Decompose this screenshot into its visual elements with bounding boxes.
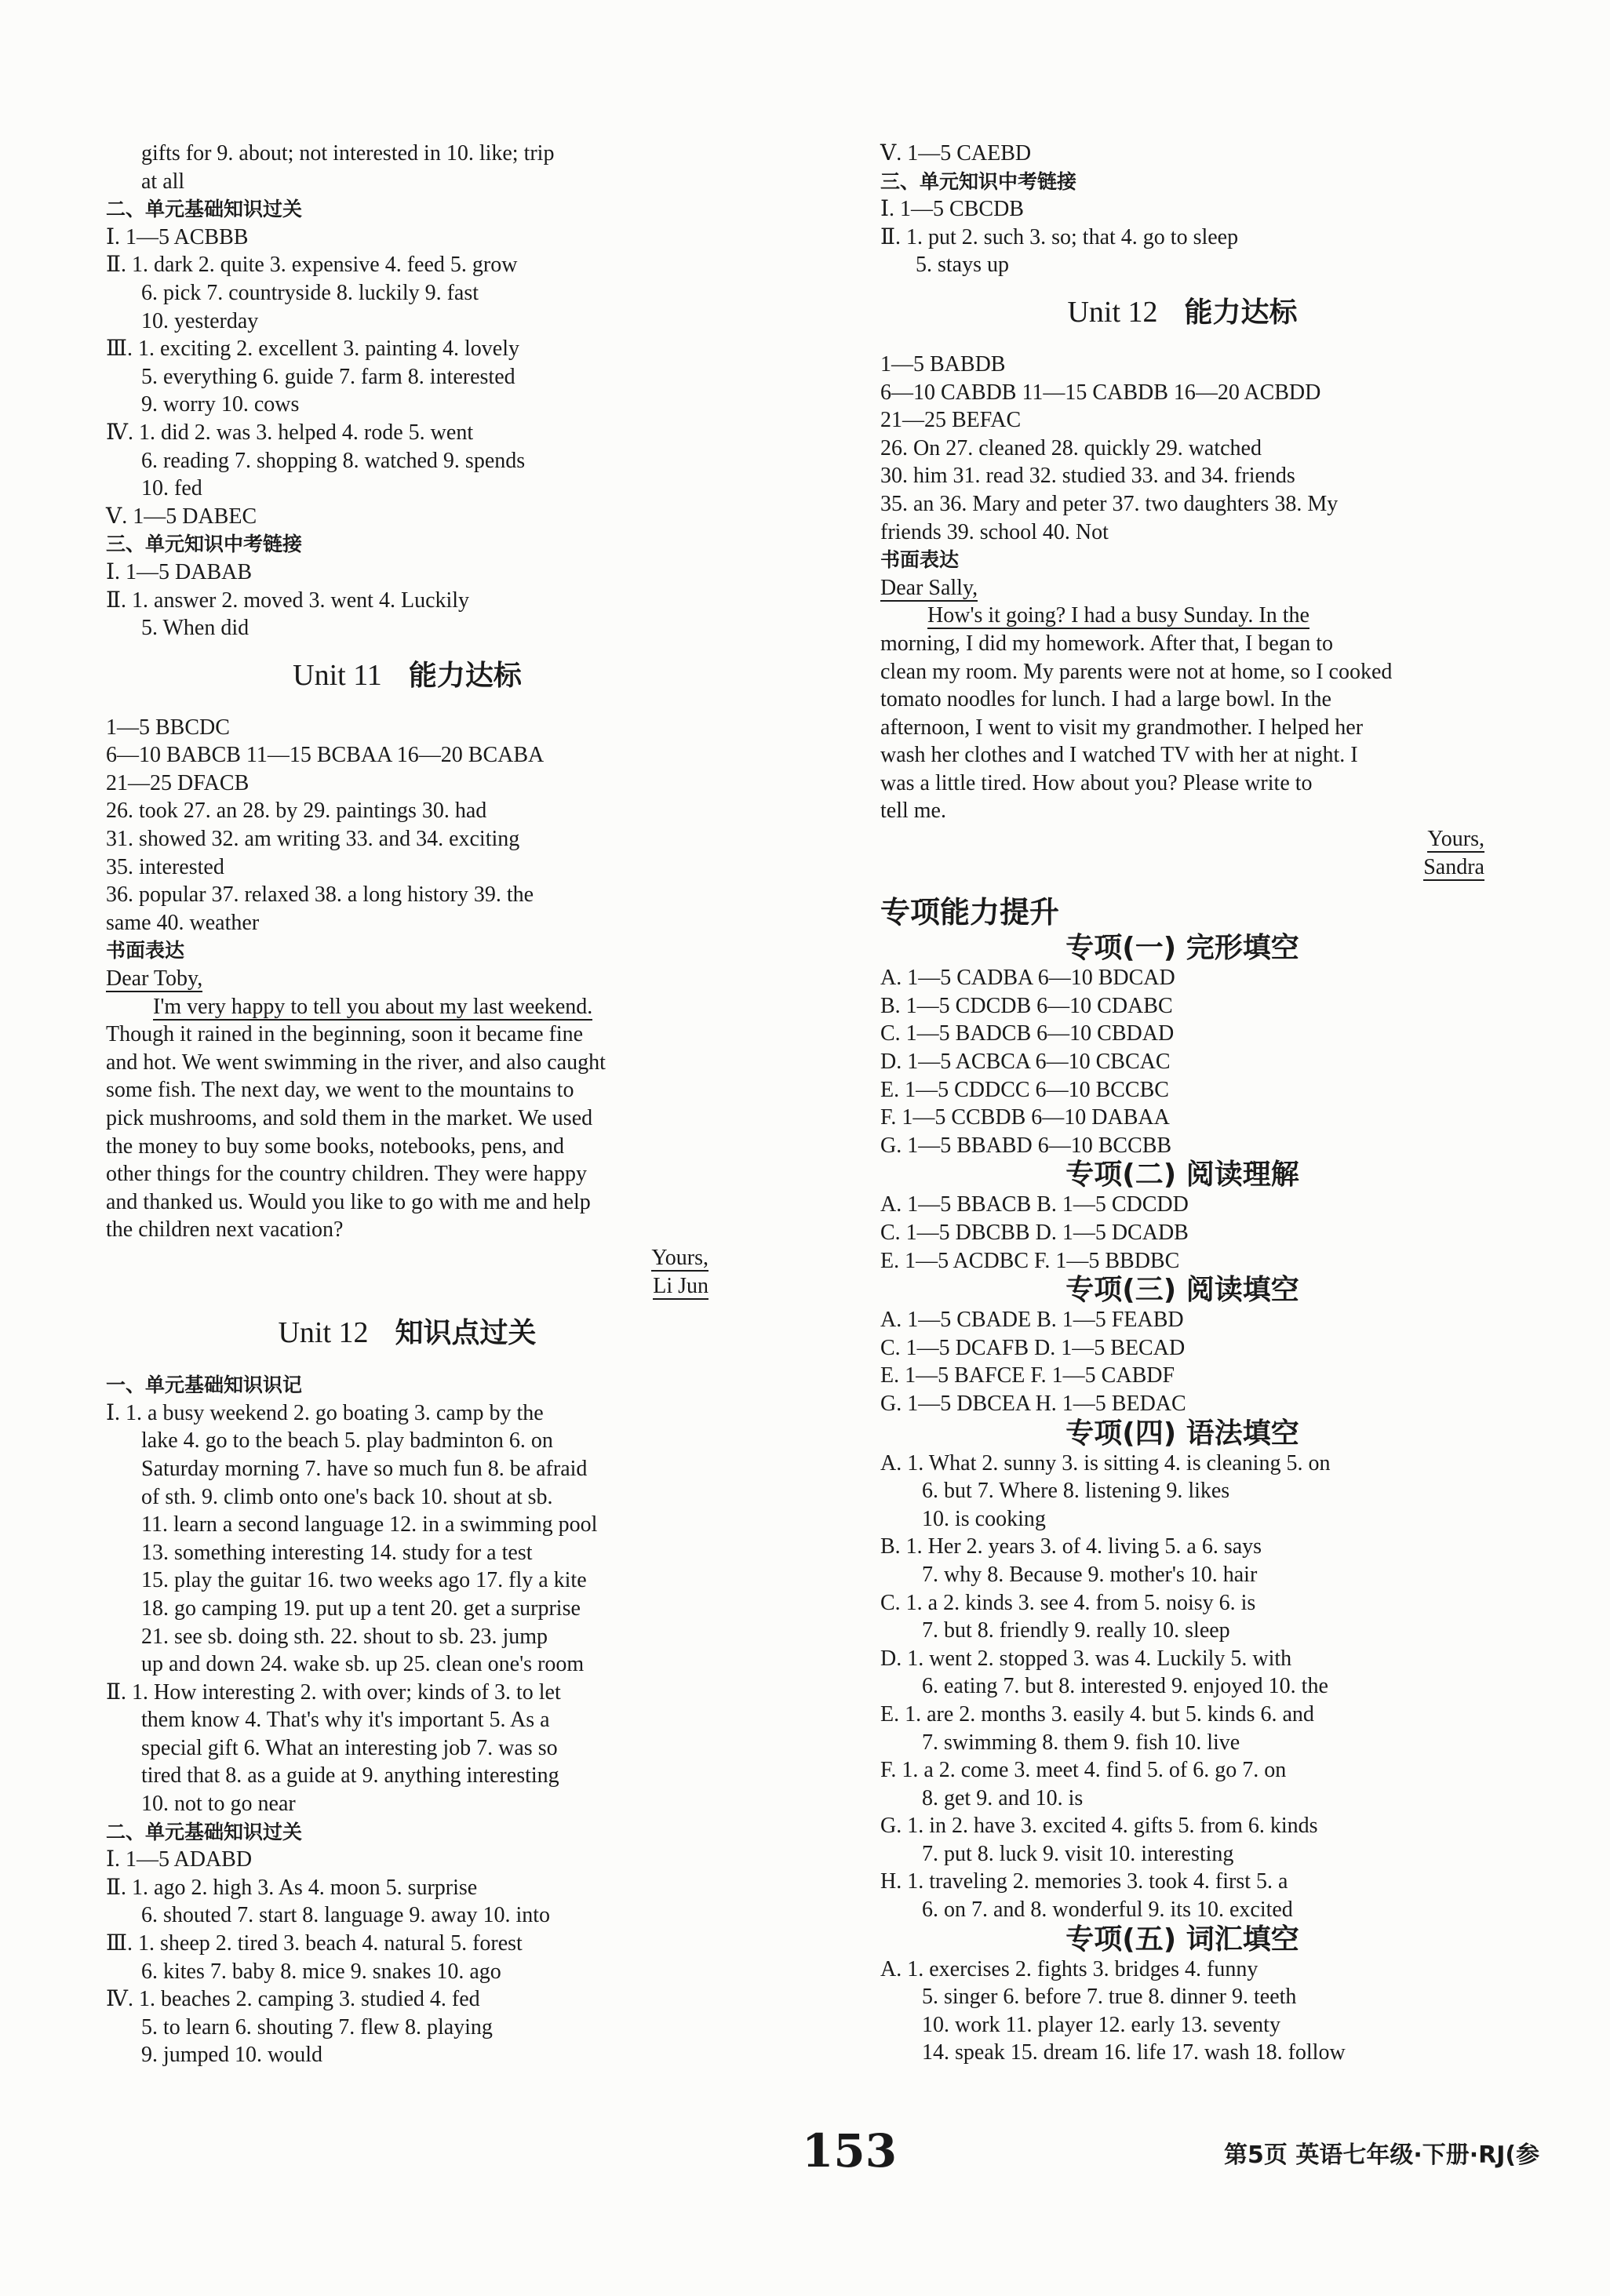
answer-line: Ⅳ. 1. beaches 2. camping 3. studied 4. fed <box>106 1987 480 2012</box>
answer-line: 13. something interesting 14. study for a test <box>141 1540 533 1565</box>
answer-line: 36. popular 37. relaxed 38. a long history 39. the <box>106 882 534 908</box>
answer-line: of sth. 9. climb onto one's back 10. shout at sb. <box>141 1484 553 1509</box>
answer-line: at all <box>141 169 185 194</box>
answer-line: the children next vacation? <box>106 1217 344 1243</box>
answer-line: Ⅲ. 1. sheep 2. tired 3. beach 4. natural 5. forest <box>106 1931 523 1956</box>
section-heading: 一、单元基础知识识记 <box>106 1374 303 1397</box>
answer-line: 31. showed 32. am writing 33. and 34. exciting <box>106 827 520 852</box>
answer-line: Ⅱ. 1. put 2. such 3. so; that 4. go to sleep <box>880 224 1239 249</box>
answer-line: 8. get 9. and 10. is <box>922 1785 1084 1810</box>
special-subheading: 专项(二) 阅读理解 <box>1065 1159 1299 1192</box>
answer-line: E. 1—5 ACDBC F. 1—5 BBDBC <box>880 1248 1180 1273</box>
unit-title: Unit 12 <box>1067 295 1158 329</box>
answer-line <box>880 825 1484 853</box>
special-heading: 专项能力提升 <box>880 895 1060 930</box>
answer-line: B. 1—5 CDCDB 6—10 CDABC <box>880 993 1173 1018</box>
answer-line: special gift 6. What an interesting job 7. was so <box>141 1735 558 1760</box>
underlined-text: Dear Sally, <box>880 575 978 600</box>
answer-line: some fish. The next day, we went to the mountains to <box>106 1078 574 1103</box>
unit-heading <box>106 655 708 697</box>
answer-line: G. 1—5 DBCEA H. 1—5 BEDAC <box>880 1391 1186 1416</box>
answer-line: A. 1—5 CBADE B. 1—5 FEABD <box>880 1308 1184 1333</box>
answer-line: Though it rained in the beginning, soon it became fine <box>106 1022 584 1047</box>
answer-line: 6—10 CABDB 11—15 CABDB 16—20 ACBDD <box>880 380 1321 405</box>
answer-line: was a little tired. How about you? Please write to <box>880 770 1313 795</box>
answer-line: the money to buy some books, notebooks, pens, and <box>106 1133 565 1159</box>
answer-line: 1—5 BABDB <box>880 351 1006 377</box>
answer-line: Ⅰ. 1—5 ACBBB <box>106 224 249 249</box>
section-heading: 二、单元基础知识过关 <box>106 198 303 221</box>
answer-line: 26. took 27. an 28. by 29. paintings 30. had <box>106 799 487 824</box>
answer-line: them know 4. That's why it's important 5. As a <box>141 1708 550 1733</box>
answer-line <box>106 1244 708 1272</box>
answer-line: lake 4. go to the beach 5. play badminton 6. on <box>141 1428 553 1454</box>
answer-line: tomato noodles for lunch. I had a large bowl. In the <box>880 687 1331 712</box>
answer-line: 10. yesterday <box>141 308 259 333</box>
answer-line: 5. singer 6. before 7. true 8. dinner 9. teeth <box>922 1985 1297 2010</box>
answer-line: Ⅱ. 1. answer 2. moved 3. went 4. Luckily <box>106 588 470 613</box>
answer-line: afternoon, I went to visit my grandmother. I helped her <box>880 715 1364 740</box>
answer-line: 9. worry 10. cows <box>141 392 300 417</box>
answer-line: A. 1—5 BBACB B. 1—5 CDCDD <box>880 1192 1189 1217</box>
answer-line: and hot. We went swimming in the river, and also caught <box>106 1050 606 1075</box>
answer-line: Ⅴ. 1—5 CAEBD <box>880 141 1032 166</box>
answer-line: tell me. <box>880 799 946 824</box>
answer-line: E. 1—5 CDDCC 6—10 BCCBC <box>880 1077 1169 1102</box>
answer-line: Ⅴ. 1—5 DABEC <box>106 504 257 529</box>
underlined-text: I'm very happy to tell you about my last weekend. <box>153 994 593 1019</box>
answer-line: 26. On 27. cleaned 28. quickly 29. watched <box>880 435 1262 460</box>
unit-title: Unit 12 <box>278 1316 369 1350</box>
unit-heading <box>880 292 1484 333</box>
answer-line: H. 1. traveling 2. memories 3. took 4. first 5. a <box>880 1869 1288 1894</box>
special-subheading: 专项(五) 词汇填空 <box>1065 1923 1299 1956</box>
answer-line: 21—25 BEFAC <box>880 408 1022 433</box>
answer-line: Ⅰ. 1—5 CBCDB <box>880 197 1024 222</box>
answer-line: C. 1—5 DBCBB D. 1—5 DCADB <box>880 1221 1189 1245</box>
answer-line: 5. to learn 6. shouting 7. flew 8. playing <box>141 2014 493 2039</box>
answer-line: 6—10 BABCB 11—15 BCBAA 16—20 BCABA <box>106 743 545 768</box>
answer-line <box>880 574 1484 602</box>
section-heading: 二、单元基础知识过关 <box>106 1820 303 1843</box>
answer-line: 6. eating 7. but 8. interested 9. enjoyed 10. the <box>922 1674 1328 1699</box>
underlined-text: Yours, <box>651 1245 708 1270</box>
answer-line: Saturday morning 7. have so much fun 8. be afraid <box>141 1456 588 1481</box>
answer-line: 7. but 8. friendly 9. really 10. sleep <box>922 1618 1230 1643</box>
answer-line: 10. fed <box>141 476 202 501</box>
answer-line: B. 1. Her 2. years 3. of 4. living 5. a 6. says <box>880 1534 1262 1559</box>
special-subheading: 专项(一) 完形填空 <box>1065 932 1299 965</box>
answer-line <box>106 965 708 993</box>
answer-line: 7. swimming 8. them 9. fish 10. live <box>922 1730 1240 1755</box>
answer-line: F. 1—5 CCBDB 6—10 DABAA <box>880 1105 1170 1130</box>
footer-info: 第5页 英语七年级·下册·RJ(参 <box>1224 2141 1540 2169</box>
answer-line <box>106 1272 708 1301</box>
left-column <box>106 140 708 2069</box>
answer-line: 10. not to go near <box>141 1792 296 1817</box>
answer-line: G. 1—5 BBABD 6—10 BCCBB <box>880 1133 1172 1158</box>
answer-line: Ⅱ. 1. How interesting 2. with over; kinds of 3. to let <box>106 1679 561 1705</box>
underlined-text: Dear Toby, <box>106 966 203 992</box>
answer-line <box>106 993 708 1021</box>
answer-line: A. 1—5 CADBA 6—10 BDCAD <box>880 966 1175 991</box>
answer-line: 10. is cooking <box>922 1506 1046 1531</box>
answer-line: 18. go camping 19. put up a tent 20. get a surprise <box>141 1596 581 1621</box>
answer-line: Ⅱ. 1. dark 2. quite 3. expensive 4. feed 5. grow <box>106 253 518 278</box>
underlined-text: Sandra <box>1423 854 1484 879</box>
answer-line: friends 39. school 40. Not <box>880 519 1109 544</box>
answer-line: tired that 8. as a guide at 9. anything interesting <box>141 1763 559 1788</box>
answer-line: 10. work 11. player 12. early 13. seventy <box>922 2012 1280 2037</box>
answer-line: F. 1. a 2. come 3. meet 4. find 5. of 6. go 7. on <box>880 1758 1287 1783</box>
answer-line: A. 1. exercises 2. fights 3. bridges 4. funny <box>880 1956 1258 1981</box>
special-subheading: 专项(四) 语法填空 <box>1065 1417 1299 1450</box>
answer-line: 7. put 8. luck 9. visit 10. interesting <box>922 1841 1234 1866</box>
answer-line <box>880 853 1484 882</box>
unit-subtitle: 能力达标 <box>1184 296 1298 329</box>
answer-line: Ⅰ. 1—5 ADABD <box>106 1847 253 1872</box>
answer-line: E. 1. are 2. months 3. easily 4. but 5. kinds 6. and <box>880 1701 1314 1727</box>
unit-subtitle: 知识点过关 <box>395 1317 537 1350</box>
answer-line: D. 1—5 ACBCA 6—10 CBCAC <box>880 1050 1171 1075</box>
answer-line: Ⅱ. 1. ago 2. high 3. As 4. moon 5. surprise <box>106 1875 478 1900</box>
underlined-text: Li Jun <box>653 1273 708 1298</box>
answer-line: 21. see sb. doing sth. 22. shout to sb. 23. jump <box>141 1624 548 1649</box>
answer-line: E. 1—5 BAFCE F. 1—5 CABDF <box>880 1363 1175 1388</box>
answer-line: C. 1—5 BADCB 6—10 CBDAD <box>880 1021 1175 1046</box>
answer-line: 35. interested <box>106 854 224 879</box>
answer-line: 11. learn a second language 12. in a swimming pool <box>141 1512 598 1537</box>
answer-line: Ⅰ. 1—5 DABAB <box>106 559 253 584</box>
underlined-text: How's it going? I had a busy Sunday. In the <box>927 603 1309 628</box>
answer-line: 21—25 DFACB <box>106 770 250 795</box>
answer-line: Ⅰ. 1. a busy weekend 2. go boating 3. camp by the <box>106 1400 544 1425</box>
answer-line: 7. why 8. Because 9. mother's 10. hair <box>922 1562 1258 1587</box>
answer-line: gifts for 9. about; not interested in 10. like; trip <box>141 141 555 166</box>
answer-line: C. 1—5 DCAFB D. 1—5 BECAD <box>880 1335 1186 1360</box>
answer-line: 30. him 31. read 32. studied 33. and 34. friends <box>880 464 1295 489</box>
answer-line: morning, I did my homework. After that, I began to <box>880 631 1333 656</box>
answer-line: C. 1. a 2. kinds 3. see 4. from 5. noisy 6. is <box>880 1590 1256 1615</box>
answer-line: up and down 24. wake sb. up 25. clean one's room <box>141 1652 585 1677</box>
unit-heading <box>106 1312 708 1354</box>
answer-line: Ⅳ. 1. did 2. was 3. helped 4. rode 5. went <box>106 420 474 445</box>
answer-line: pick mushrooms, and sold them in the market. We used <box>106 1106 593 1130</box>
answer-line: 5. stays up <box>916 253 1009 278</box>
answer-line: 5. everything 6. guide 7. farm 8. interested <box>141 364 515 389</box>
answer-line: 35. an 36. Mary and peter 37. two daughters 38. My <box>880 491 1339 516</box>
section-heading: 书面表达 <box>106 939 185 962</box>
answer-line: D. 1. went 2. stopped 3. was 4. Luckily 5. with <box>880 1646 1292 1671</box>
special-subheading: 专项(三) 阅读填空 <box>1065 1274 1299 1307</box>
answer-line: Ⅲ. 1. exciting 2. excellent 3. painting 4. lovely <box>106 337 519 362</box>
answer-line: 6. but 7. Where 8. listening 9. likes <box>922 1479 1230 1504</box>
underlined-text: Yours, <box>1427 827 1484 852</box>
page-footer <box>0 2124 1610 2178</box>
answer-line: 6. kites 7. baby 8. mice 9. snakes 10. ago <box>141 1959 501 1984</box>
answer-line: 6. shouted 7. start 8. language 9. away 10. into <box>141 1903 551 1928</box>
answer-line: 14. speak 15. dream 16. life 17. wash 18. follow <box>922 2040 1346 2065</box>
answer-line: A. 1. What 2. sunny 3. is sitting 4. is cleaning 5. on <box>880 1450 1331 1475</box>
answer-line: 5. When did <box>141 616 250 641</box>
answer-line: other things for the country children. They were happy <box>106 1162 587 1187</box>
right-column <box>880 140 1484 2067</box>
section-heading: 三、单元知识中考链接 <box>106 533 303 556</box>
answer-line: 1—5 BBCDC <box>106 715 230 740</box>
unit-subtitle: 能力达标 <box>408 659 522 692</box>
answer-line: and thanked us. Would you like to go with me and help <box>106 1189 591 1214</box>
answer-line: 15. play the guitar 16. two weeks ago 17. fly a kite <box>141 1568 587 1593</box>
section-heading: 三、单元知识中考链接 <box>880 169 1077 193</box>
answer-line: 6. on 7. and 8. wonderful 9. its 10. excited <box>922 1898 1293 1923</box>
answer-line <box>880 602 1484 630</box>
answer-line: 6. reading 7. shopping 8. watched 9. spends <box>141 448 526 473</box>
unit-title: Unit 11 <box>293 658 382 692</box>
answer-line: 9. jumped 10. would <box>141 2043 322 2068</box>
section-heading: 书面表达 <box>880 548 960 572</box>
answer-line: clean my room. My parents were not at home, so I cooked <box>880 659 1393 684</box>
answer-line: wash her clothes and I watched TV with her at night. I <box>880 743 1358 768</box>
answer-line: G. 1. in 2. have 3. excited 4. gifts 5. from 6. kinds <box>880 1814 1318 1839</box>
answer-line: 6. pick 7. countryside 8. luckily 9. fast <box>141 280 479 305</box>
page-number: 153 <box>802 2124 898 2178</box>
answer-line: same 40. weather <box>106 910 260 935</box>
